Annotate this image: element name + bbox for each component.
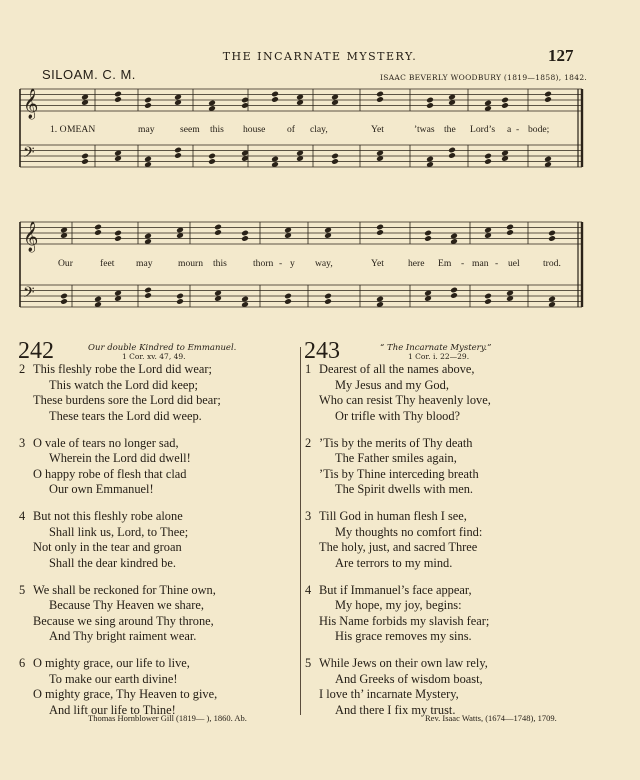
page-number: 127: [548, 46, 574, 65]
lyric-word: feet: [100, 258, 115, 269]
stanza-line: 2 This fleshly robe the Lord did wear;: [19, 362, 212, 376]
clef-symbols: [23, 88, 38, 305]
stanza-line: O happy robe of flesh that clad: [33, 466, 187, 481]
note-head: [506, 224, 514, 231]
stanza-number: 3: [19, 435, 26, 450]
lyric-word: way,: [315, 258, 333, 269]
note-head: [271, 96, 279, 103]
note-head: [144, 287, 152, 294]
note-head: [548, 230, 556, 237]
stanza-line: Who can resist Thy heavenly love,: [319, 393, 491, 408]
note-head: [208, 158, 216, 165]
stanza-number: 2: [19, 362, 26, 376]
lyric-word: thorn: [253, 258, 274, 269]
stanza-line: 3 O vale of tears no longer sad,: [19, 435, 179, 450]
tune-composer: ISAAC BEVERLY WOODBURY (1819—1858), 1842.: [380, 73, 588, 82]
hymn-243-title: “ The Incarnate Mystery.”: [380, 343, 492, 353]
note-head: [450, 287, 458, 294]
note-head: [324, 298, 332, 305]
stanza: [19, 362, 221, 424]
lyric-word: MEAN: [67, 124, 96, 135]
note-head: [376, 91, 384, 98]
note-head: [94, 224, 102, 231]
stanza-number: 4: [19, 509, 26, 523]
note-head: [331, 153, 339, 160]
stanza: [305, 583, 489, 645]
lyric-word: ’twas: [414, 124, 435, 135]
lyric-word: the: [444, 124, 456, 135]
note-head: [60, 293, 68, 300]
lyric-word: Yet: [371, 258, 384, 269]
stanza-line: Are terrors to my mind.: [335, 555, 453, 570]
note-head: [544, 96, 552, 103]
note-head: [424, 235, 432, 242]
note-head: [208, 153, 216, 160]
stanza-line: 5 We shall be reckoned for Thine own,: [19, 582, 216, 597]
stanza-line: Wherein the Lord did dwell!: [49, 451, 191, 466]
stanza: [19, 509, 188, 571]
lyric-word: house: [243, 124, 266, 135]
hymn-242-reference: 1 Cor. xv. 47, 49.: [122, 352, 186, 361]
note-head: [484, 293, 492, 300]
stanza-line: 6 O mighty grace, our life to live,: [19, 656, 190, 670]
note-head: [484, 153, 492, 160]
stanza-line: The Spirit dwells with men.: [335, 482, 474, 497]
note-head: [144, 292, 152, 299]
note-head: [324, 293, 332, 300]
lyric-word: clay,: [310, 124, 328, 135]
note-head: [376, 224, 384, 231]
lyric-word: a: [507, 124, 512, 135]
note-head: [448, 152, 456, 159]
hymn-243-number: 243: [304, 338, 340, 364]
lyric-word: bode;: [528, 124, 550, 135]
stanza-number: 5: [19, 582, 26, 597]
lyric-word: mourn: [178, 258, 204, 269]
note-head: [144, 97, 152, 104]
note-head: [174, 152, 182, 159]
note-head: [241, 235, 249, 242]
note-head: [450, 292, 458, 299]
note-head: [271, 91, 279, 98]
hymn-243-attribution: Rev. Isaac Watts, (1674—1748), 1709.: [425, 713, 557, 723]
stanza-line: Not only in the tear and groan: [33, 540, 182, 555]
stanza-line: I love th’ incarnate Mystery,: [319, 687, 459, 702]
note-head: [424, 230, 432, 237]
lyric-word: -: [279, 258, 283, 269]
stanza: [305, 509, 482, 571]
staff-lines: [20, 89, 582, 307]
stanza-line: And Thy bright raiment wear.: [49, 629, 197, 644]
stanza-line: These tears the Lord did weep.: [49, 408, 202, 423]
note-head: [376, 96, 384, 103]
note-head: [426, 102, 434, 109]
stanza: [305, 436, 479, 498]
hymn-242-title: Our double Kindred to Emmanuel.: [88, 343, 237, 353]
note-head: [506, 229, 514, 236]
stanza-line: His grace removes my sins.: [335, 629, 472, 644]
svg-text:𝄞: 𝄞: [23, 89, 39, 119]
note-head: [176, 298, 184, 305]
svg-text:𝄞: 𝄞: [23, 222, 39, 252]
stanza-number: 1: [305, 362, 312, 376]
note-head: [214, 224, 222, 231]
stanza-line: ’Tis by Thine interceding breath: [319, 466, 479, 481]
lyric-word: Lord’s: [470, 124, 496, 135]
lyric-word: may: [138, 124, 155, 135]
tune-name: SILOAM. C. M.: [42, 67, 136, 82]
lyric-word: -: [461, 258, 465, 269]
note-head: [484, 298, 492, 305]
lyric-word: uel: [508, 258, 520, 269]
lyric-word: y: [290, 258, 295, 269]
lyric-word: -: [516, 124, 520, 135]
stanza: [305, 656, 488, 718]
note-head: [331, 158, 339, 165]
stanza-number: 4: [305, 582, 312, 597]
lyric-word: -: [495, 258, 499, 269]
note-head: [376, 229, 384, 236]
note-head: [426, 97, 434, 104]
stanza-line: 4 But if Immanuel’s face appear,: [305, 582, 472, 597]
stanza-line: This watch the Lord did keep;: [49, 377, 198, 392]
lyric-word: 1. O: [50, 124, 67, 135]
note-head: [81, 158, 89, 165]
stanza-line: His Name forbids my slavish fear;: [319, 613, 490, 628]
note-head: [214, 229, 222, 236]
stanza-line: Because Thy Heaven we share,: [49, 598, 204, 613]
note-head: [484, 158, 492, 165]
stanza-line: These burdens sore the Lord did bear;: [33, 393, 221, 408]
lyric-word: this: [210, 124, 224, 135]
stanza-line: The holy, just, and sacred Three: [319, 540, 478, 555]
lyric-word: Our: [58, 258, 73, 269]
svg-text:𝄢: 𝄢: [23, 284, 35, 305]
lyric-word: Em: [438, 258, 452, 269]
note-head: [144, 102, 152, 109]
note-head: [284, 298, 292, 305]
lyric-word: this: [213, 258, 227, 269]
note-head: [548, 235, 556, 242]
stanza-line: Because we sing around Thy throne,: [33, 613, 214, 628]
stanza-number: 5: [305, 656, 312, 670]
note-head: [114, 96, 122, 103]
stanza-line: To make our earth divine!: [49, 671, 178, 686]
music-score: [0, 0, 640, 340]
stanza-line: My thoughts no comfort find:: [335, 524, 483, 539]
note-head: [448, 147, 456, 154]
stanza: [19, 656, 217, 718]
stanza-line: Or trifle with Thy blood?: [335, 408, 461, 423]
lyric-word: may: [136, 258, 153, 269]
note-head: [94, 229, 102, 236]
stanza-line: My hope, my joy, begins:: [335, 598, 462, 613]
stanza-line: 1 Dearest of all the names above,: [305, 362, 475, 376]
column-divider: [300, 347, 301, 715]
stanza-line: 3 Till God in human flesh I see,: [305, 509, 467, 523]
stanza-number: 2: [305, 435, 312, 450]
note-head: [114, 230, 122, 237]
stanza-line: O mighty grace, Thy Heaven to give,: [33, 687, 218, 702]
stanza-line: The Father smiles again,: [335, 451, 457, 466]
note-head: [501, 102, 509, 109]
hymn-243-reference: 1 Cor. i. 22—29.: [408, 352, 470, 361]
lyric-word: trod.: [543, 258, 561, 269]
stanza-line: 4 But not this fleshly robe alone: [19, 509, 183, 523]
lyric-word: of: [287, 124, 295, 135]
note-head: [241, 230, 249, 237]
note-head: [114, 235, 122, 242]
stanza-number: 3: [305, 509, 312, 523]
hymn-242-number: 242: [18, 338, 54, 364]
lyric-word: man: [472, 258, 489, 269]
lyric-word: seem: [180, 124, 200, 135]
stanza-line: Shall the dear kindred be.: [49, 555, 176, 570]
stanza-line: And Greeks of wisdom boast,: [335, 671, 483, 686]
note-head: [176, 293, 184, 300]
stanza-line: And lift our life to Thine!: [49, 702, 176, 717]
stanza: [305, 362, 491, 424]
running-title: THE INCARNATE MYSTERY.: [222, 50, 418, 63]
note-head: [501, 97, 509, 104]
stanza: [19, 583, 216, 645]
stanza: [19, 436, 191, 498]
lyric-word: Yet: [371, 124, 384, 135]
note-head: [114, 91, 122, 98]
stanza-line: Our own Emmanuel!: [49, 482, 154, 497]
svg-text:𝄢: 𝄢: [23, 144, 35, 165]
note-head: [81, 153, 89, 160]
hymn-242-attribution: Thomas Hornblower Gill (1819— ), 1860. Ab.: [88, 713, 247, 723]
stanza-line: 5 While Jews on their own law rely,: [305, 656, 488, 670]
stanza-line: My Jesus and my God,: [335, 377, 449, 392]
lyric-word: here: [408, 258, 425, 269]
note-head: [60, 298, 68, 305]
stanza-line: Shall link us, Lord, to Thee;: [49, 524, 189, 539]
note-head: [544, 91, 552, 98]
note-head: [174, 147, 182, 154]
stanza-line: 2 ’Tis by the merits of Thy death: [305, 435, 473, 450]
stanza-line: And there I fix my trust.: [335, 702, 456, 717]
note-head: [284, 293, 292, 300]
stanza-number: 6: [19, 656, 26, 670]
